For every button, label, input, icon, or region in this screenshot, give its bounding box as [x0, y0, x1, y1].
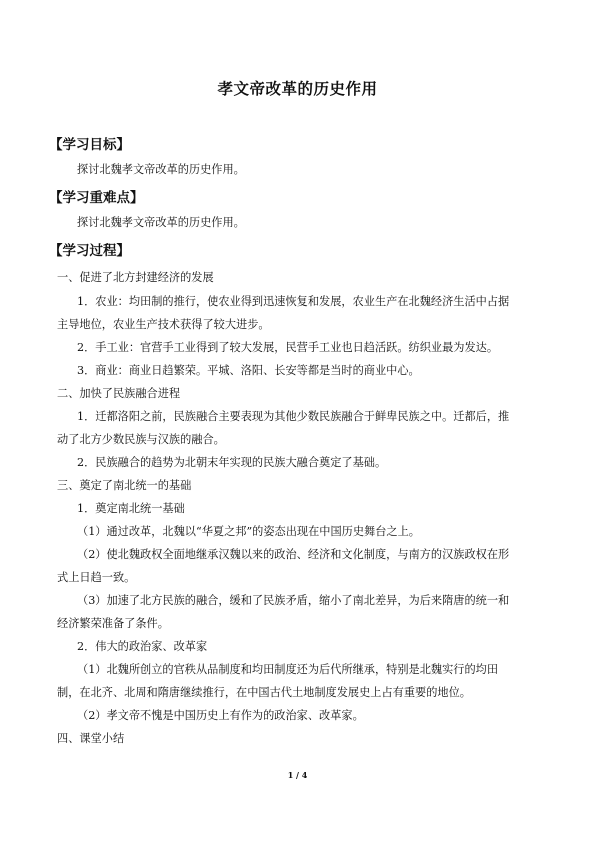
body-line: 二、加快了民族融合进程	[57, 387, 181, 400]
body-line: 1．奠定南北统一基础	[77, 502, 185, 515]
body-line: 四、课堂小结	[57, 732, 125, 745]
body-line: 2．伟大的政治家、改革家	[77, 640, 208, 653]
body-line: 一、促进了北方封建经济的发展	[57, 271, 214, 284]
body-line: （3）加速了北方民族的融合，缓和了民族矛盾，缩小了南北差异，为后来隋唐的统一和	[77, 594, 510, 607]
body-line: 式上日趋一致。	[57, 571, 136, 584]
section-heading-process: 【学习过程】	[49, 243, 130, 259]
body-line: （2）使北魏政权全面地继承汉魏以来的政治、经济和文化制度，与南方的汉族政权在形	[77, 548, 510, 561]
body-line: （2）孝文帝不愧是中国历史上有作为的政治家、改革家。	[77, 709, 364, 722]
key-points-text: 探讨北魏孝文帝改革的历史作用。	[77, 216, 245, 229]
section-heading-key-points: 【学习重难点】	[49, 190, 144, 206]
body-line: 三、奠定了南北统一的基础	[57, 479, 192, 492]
section-heading-goals: 【学习目标】	[49, 137, 130, 153]
body-line: 制，在北齐、北周和隋唐继续推行，在中国古代土地制度发展史上占有重要的地位。	[57, 686, 471, 699]
document-title: 孝文帝改革的历史作用	[217, 80, 378, 98]
body-line: （1）北魏所创立的官秩从品制度和均田制度还为后代所继承，特别是北魏实行的均田	[77, 663, 499, 676]
goal-text: 探讨北魏孝文帝改革的历史作用。	[77, 163, 245, 176]
body-line: 1．农业：均田制的推行，使农业得到迅速恢复和发展，农业生产在北魏经济生活中占据	[77, 295, 510, 308]
body-line: 2．民族融合的趋势为北朝末年实现的民族大融合奠定了基础。	[77, 456, 387, 469]
body-line: （1）通过改革，北魏以“华夏之邦”的姿态出现在中国历史舞台之上。	[77, 525, 420, 538]
body-line: 经济繁荣准备了条件。	[57, 617, 169, 630]
body-line: 1．迁都洛阳之前，民族融合主要表现为其他少数民族融合于鲜卑民族之中。迁都后，推	[77, 410, 510, 423]
body-line: 2．手工业：官营手工业得到了较大发展，民营手工业也日趋活跃。纺织业最为发达。	[77, 341, 499, 354]
page-number: 1 / 4	[287, 770, 308, 780]
body-line: 动了北方少数民族与汉族的融合。	[57, 433, 225, 446]
body-line: 主导地位，农业生产技术获得了较大进步。	[57, 318, 270, 331]
body-line: 3．商业：商业日趋繁荣。平城、洛阳、长安等都是当时的商业中心。	[77, 364, 420, 377]
